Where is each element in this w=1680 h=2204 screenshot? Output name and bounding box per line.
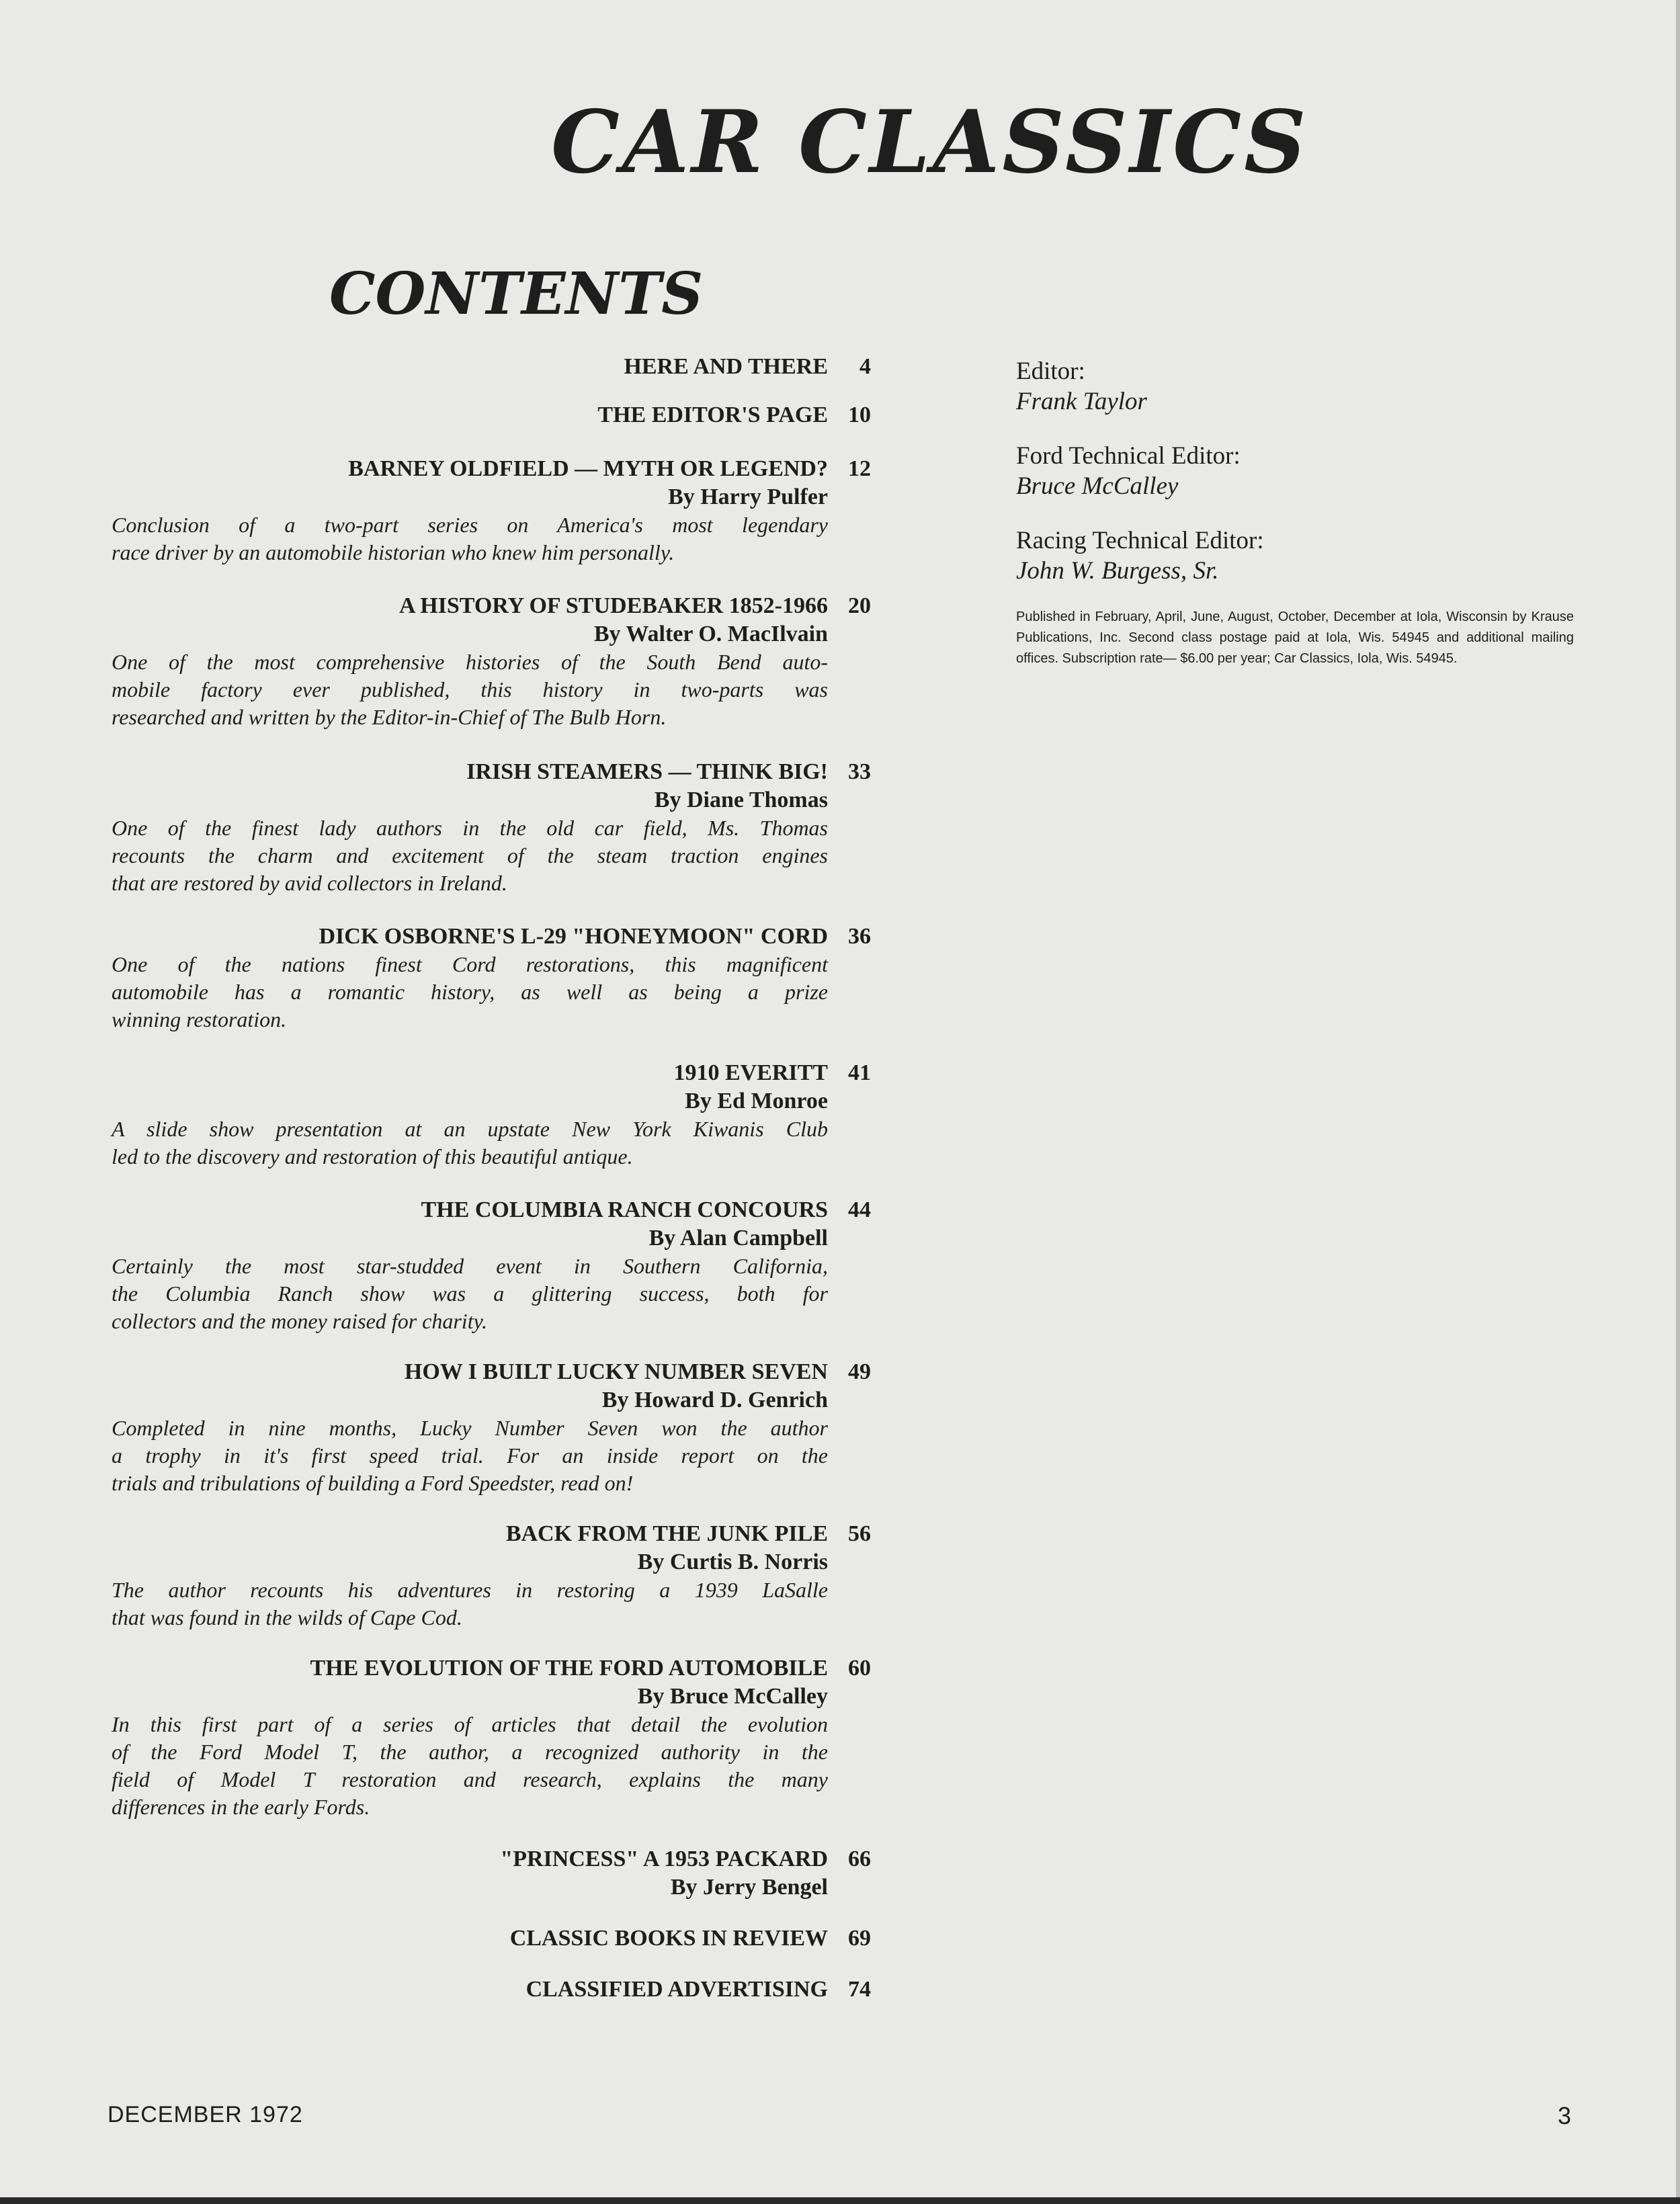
staff-name: John W. Burgess, Sr. bbox=[1016, 557, 1219, 585]
article-page-number: 69 bbox=[848, 1926, 871, 1951]
article-title: BARNEY OLDFIELD — MYTH OR LEGEND? bbox=[348, 456, 828, 481]
article-page-number: 74 bbox=[848, 1977, 871, 2002]
description-line: In this first part of a series of articles that detail the evolution bbox=[112, 1712, 828, 1736]
description-line: winning restoration. bbox=[112, 1007, 287, 1031]
article-page-number: 10 bbox=[848, 402, 871, 427]
toc-row bbox=[112, 455, 871, 483]
author-row bbox=[112, 1087, 871, 1115]
description-line: a trophy in it's first speed trial. For an inside report on the bbox=[112, 1443, 828, 1468]
toc-entry bbox=[112, 1059, 871, 1171]
magazine-title: CAR CLASSICS bbox=[551, 92, 1309, 193]
toc-row bbox=[112, 353, 871, 381]
description-line: The author recounts his adventures in restoring a 1939 LaSalle bbox=[112, 1578, 828, 1602]
page-number: 3 bbox=[1558, 2102, 1572, 2129]
article-title: BACK FROM THE JUNK PILE bbox=[505, 1521, 828, 1546]
article-description bbox=[112, 511, 828, 566]
article-author: By Walter O. MacIlvain bbox=[593, 622, 828, 646]
article-title: CLASSIFIED ADVERTISING bbox=[526, 1977, 828, 2002]
description-line: One of the most comprehensive histories of the South Bend auto- bbox=[112, 650, 828, 674]
article-author: By Diane Thomas bbox=[654, 788, 828, 812]
toc-row bbox=[112, 1520, 871, 1548]
article-page-number: 33 bbox=[848, 759, 871, 784]
article-author: By Jerry Bengel bbox=[670, 1875, 828, 1900]
publication-info: Published in February, April, June, August, October, December at Iola, Wisconsin by Krause Publications, Inc. Second class postage paid at Iola, Wis. 54945 and additional mailing offices. Subscription rate— $6.00 per year; Car Classics, Iola, Wis. 54945. bbox=[1016, 609, 1574, 666]
page-bottom-edge bbox=[0, 2197, 1680, 2204]
article-title: 1910 EVERITT bbox=[673, 1060, 828, 1085]
description-line: field of Model T restoration and research, explains the many bbox=[112, 1767, 828, 1791]
article-title: "PRINCESS" A 1953 PACKARD bbox=[500, 1847, 828, 1871]
article-page-number: 44 bbox=[848, 1197, 871, 1222]
article-description bbox=[112, 1576, 828, 1631]
article-title: DICK OSBORNE'S L-29 "HONEYMOON" CORD bbox=[319, 924, 828, 949]
article-title: HERE AND THERE bbox=[624, 354, 828, 379]
staff-editor bbox=[1016, 356, 1574, 417]
toc-entry bbox=[112, 1196, 871, 1335]
toc-entry bbox=[112, 923, 871, 1033]
author-row bbox=[112, 1873, 871, 1902]
article-title: THE EDITOR'S PAGE bbox=[597, 402, 828, 427]
toc-row bbox=[112, 1845, 871, 1873]
article-author: By Curtis B. Norris bbox=[637, 1550, 828, 1574]
toc-row bbox=[112, 1358, 871, 1386]
article-description bbox=[112, 1115, 828, 1171]
staff-role: Editor: bbox=[1016, 357, 1085, 385]
toc-entry bbox=[112, 1924, 871, 1953]
author-row bbox=[112, 483, 871, 511]
toc-row bbox=[112, 1924, 871, 1953]
page-edge bbox=[1676, 0, 1680, 2204]
article-description bbox=[112, 648, 828, 731]
article-page-number: 36 bbox=[848, 924, 871, 949]
description-line: A slide show presentation at an upstate New York Kiwanis Club bbox=[112, 1117, 828, 1141]
toc-entry bbox=[112, 401, 871, 429]
article-title: CLASSIC BOOKS IN REVIEW bbox=[509, 1926, 828, 1951]
staff-role: Ford Technical Editor: bbox=[1016, 442, 1241, 470]
toc-row bbox=[112, 1654, 871, 1683]
description-line: researched and written by the Editor-in-Chief of The Bulb Horn. bbox=[112, 705, 667, 729]
author-row bbox=[112, 786, 871, 814]
article-description bbox=[112, 1253, 828, 1335]
description-line: trials and tribulations of building a Ford Speedster, read on! bbox=[112, 1471, 634, 1495]
description-line: collectors and the money raised for charity. bbox=[112, 1309, 488, 1333]
description-line: that are restored by avid collectors in Ireland. bbox=[112, 871, 507, 895]
article-description bbox=[112, 814, 828, 897]
staff-ford-technical-editor bbox=[1016, 441, 1574, 501]
article-author: By Harry Pulfer bbox=[668, 484, 828, 509]
contents-heading: CONTENTS bbox=[329, 260, 704, 328]
article-page-number: 56 bbox=[848, 1521, 871, 1546]
author-row bbox=[112, 620, 871, 648]
toc-entry bbox=[112, 455, 871, 566]
article-page-number: 20 bbox=[848, 593, 871, 618]
toc-entry bbox=[112, 353, 871, 381]
author-row bbox=[112, 1548, 871, 1576]
toc-row bbox=[112, 592, 871, 620]
description-line: led to the discovery and restoration of this beautiful antique. bbox=[112, 1144, 633, 1169]
description-line: One of the finest lady authors in the old car field, Ms. Thomas bbox=[112, 816, 828, 840]
article-title: THE EVOLUTION OF THE FORD AUTOMOBILE bbox=[310, 1656, 828, 1681]
article-page-number: 49 bbox=[848, 1359, 871, 1384]
article-page-number: 4 bbox=[859, 354, 871, 379]
description-line: Conclusion of a two-part series on America's most legendary bbox=[112, 513, 828, 537]
article-author: By Howard D. Genrich bbox=[601, 1388, 828, 1412]
staff-name: Bruce McCalley bbox=[1016, 472, 1179, 500]
footer-date: DECEMBER 1972 bbox=[108, 2102, 303, 2127]
toc-row bbox=[112, 923, 871, 951]
table-of-contents bbox=[112, 353, 871, 2027]
description-line: of the Ford Model T, the author, a recognized authority in the bbox=[112, 1740, 828, 1764]
article-page-number: 41 bbox=[848, 1060, 871, 1085]
toc-entry bbox=[112, 1654, 871, 1821]
toc-row bbox=[112, 401, 871, 429]
toc-entry bbox=[112, 1520, 871, 1631]
toc-entry bbox=[112, 592, 871, 731]
toc-entry bbox=[112, 1358, 871, 1497]
staff-role: Racing Technical Editor: bbox=[1016, 527, 1264, 554]
toc-entry bbox=[112, 1845, 871, 1902]
toc-entry bbox=[112, 758, 871, 897]
article-page-number: 12 bbox=[848, 456, 871, 481]
author-row bbox=[112, 1386, 871, 1414]
article-page-number: 66 bbox=[848, 1847, 871, 1871]
description-line: Completed in nine months, Lucky Number Seven won the author bbox=[112, 1416, 828, 1440]
article-title: A HISTORY OF STUDEBAKER 1852-1966 bbox=[399, 593, 828, 618]
article-author: By Ed Monroe bbox=[685, 1089, 828, 1113]
article-author: By Alan Campbell bbox=[648, 1226, 828, 1251]
description-line: One of the nations finest Cord restorations, this magnificent bbox=[112, 952, 828, 976]
description-line: differences in the early Fords. bbox=[112, 1795, 370, 1819]
staff-racing-technical-editor bbox=[1016, 525, 1574, 586]
article-description bbox=[112, 951, 828, 1033]
toc-entry bbox=[112, 1976, 871, 2004]
article-title: IRISH STEAMERS — THINK BIG! bbox=[466, 759, 828, 784]
article-title: THE COLUMBIA RANCH CONCOURS bbox=[421, 1197, 828, 1222]
toc-row bbox=[112, 1976, 871, 2004]
author-row bbox=[112, 1683, 871, 1711]
article-description bbox=[112, 1711, 828, 1821]
description-line: the Columbia Ranch show was a glittering success, both for bbox=[112, 1281, 828, 1306]
article-description bbox=[112, 1414, 828, 1497]
toc-row bbox=[112, 1059, 871, 1087]
author-row bbox=[112, 1224, 871, 1253]
staff-name: Frank Taylor bbox=[1016, 388, 1147, 415]
toc-row bbox=[112, 1196, 871, 1224]
description-line: race driver by an automobile historian who knew him personally. bbox=[112, 540, 675, 564]
description-line: mobile factory ever published, this history in two-parts was bbox=[112, 677, 828, 702]
staff-box bbox=[1016, 356, 1574, 610]
description-line: recounts the charm and excitement of the steam traction engines bbox=[112, 843, 828, 867]
article-title: HOW I BUILT LUCKY NUMBER SEVEN bbox=[404, 1359, 828, 1384]
toc-row bbox=[112, 758, 871, 786]
article-author: By Bruce McCalley bbox=[637, 1684, 828, 1709]
description-line: automobile has a romantic history, as well as being a prize bbox=[112, 980, 828, 1004]
description-line: that was found in the wilds of Cape Cod. bbox=[112, 1605, 462, 1629]
article-page-number: 60 bbox=[848, 1656, 871, 1681]
description-line: Certainly the most star-studded event in Southern California, bbox=[112, 1254, 828, 1278]
